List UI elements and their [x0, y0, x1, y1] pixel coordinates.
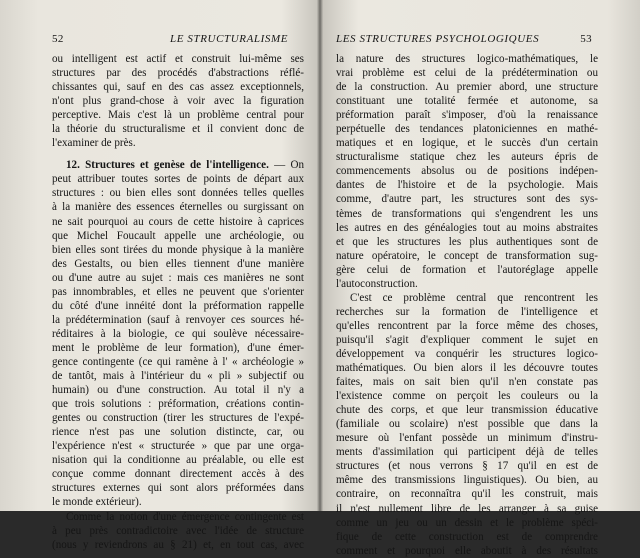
text-line: de la construction. Au premier abord, une structure [336, 81, 598, 94]
text-line: il n'est nullement libre de les arranger à sa guise [336, 502, 598, 515]
left-page [0, 0, 320, 551]
text-line: structures par des procédés d'abstractions réflé- [52, 67, 304, 80]
text-line: du côté d'une innéité dont la préformation rappelle [52, 299, 304, 312]
left-paragraph-3 [52, 510, 304, 552]
text-line: structures : ou bien elles sont données telles quelles [52, 187, 304, 200]
right-page-text [336, 52, 598, 558]
text-line: gence contingente (ce qui ramène à l' « archéologie » [52, 355, 304, 368]
right-page [320, 0, 640, 557]
text-line: même des transmissions linguistiques). Ou bien, au [336, 474, 598, 487]
text-line: structuralisme statique chez les auteurs épris de [336, 151, 598, 164]
text-line: pas innombrables, et elles ne peuvent que s'orienter [52, 285, 304, 298]
text-line: chissantes qui, sauf en des cas assez exceptionnels, [52, 81, 304, 94]
text-line: puisqu'il s'agit d'expliquer comment le sujet en [336, 333, 598, 346]
text-line: de tantôt, mais à l'intérieur du « pli » subjectif ou [52, 370, 304, 383]
text-line: le monde extérieur). [52, 496, 142, 509]
text-line: tèmes de transformations qui s'engendrent les uns [336, 207, 598, 220]
text-line: chute des corps, et que leur transmission éducative [336, 404, 598, 417]
text-line: la prédétermination (sauf à renvoyer ces sources hé- [52, 313, 304, 326]
section-heading-line [52, 158, 304, 172]
text-line: constituant une totalité fermée et autonome, sa [336, 95, 598, 108]
text-line: nisation qui la conditionne au préalable, ou elle est [52, 454, 304, 467]
text-line: C'est ce problème central que rencontrent les [350, 291, 598, 304]
text-line: l'examiner de près. [52, 137, 136, 150]
text-line: recherches sur la formation de l'intelligence et [336, 305, 598, 318]
left-paragraph-1 [52, 52, 304, 150]
text-line: gentes ou construction (tirer les structures de l'expé- [52, 412, 304, 425]
text-line: l'autoconstruction. [336, 277, 418, 290]
text-line: mesure où l'enfant possède un minimum d'instru- [336, 432, 598, 445]
text-line: matiques et en logique, et le succès d'un certain [336, 137, 598, 150]
right-paragraph-2 [336, 291, 598, 558]
right-paragraph-1 [336, 52, 598, 291]
text-line: gère celui de formation et l'autoréglage appelle [336, 263, 598, 276]
text-line: développement va conquérir les structures logico- [336, 347, 598, 360]
text-line: structures (et nous verrons § 17 qu'il en est de [336, 460, 598, 473]
text-line: réditaires à la biologie, ce qui soulève nécessaire- [52, 327, 304, 340]
text-line: des Gestalts, ou bien elles tiennent d'une manière [52, 257, 304, 270]
text-line: mathématiques. Ou bien alors il les découvre toutes [336, 362, 598, 375]
text-line: l'expérience n'est « structurée » que par une orga- [52, 440, 304, 453]
text-line: la théorie du structuralisme et il convient donc de [52, 123, 304, 136]
text-line: conçue comme donnant directement accès à des [52, 468, 304, 481]
section-heading-rest: — On [268, 159, 304, 172]
text-line: bien elles sont tirées du monde physique à la manière [52, 243, 304, 256]
text-line: ou d'une autre au sujet : mais ces manières ne sont [52, 271, 304, 284]
text-line: contraire, on reconnaîtra qu'il les construit, mais [336, 488, 598, 501]
left-running-head: LE STRUCTURALISME [170, 33, 289, 45]
right-page-header [336, 33, 592, 49]
text-line: humain) ou d'une construction. Au total il n'y a [52, 384, 304, 397]
text-line: n'ont plus grand-chose à voir avec la figuration [52, 95, 304, 108]
text-line: comment et pourquoi elle aboutit à des résultats [336, 544, 598, 557]
text-line: fique de cette construction est de comprendre [336, 530, 598, 543]
text-line: la nature des structures logico-mathématiques, le [336, 53, 598, 65]
text-line: à la manière des essences éternelles ou surgissant on [52, 201, 304, 214]
text-line: rience n'est pas une solution distincte, car, ou [52, 426, 304, 439]
text-line: perceptive. Mais c'est là un problème central pour [52, 109, 304, 122]
text-line: (nous y reviendrons au § 21) et, en tout cas, avec [52, 538, 304, 551]
left-paragraph-2 [52, 172, 304, 509]
text-line: que trois solutions : préformation, créations contin- [52, 398, 304, 411]
right-running-head: LES STRUCTURES PSYCHOLOGIQUES [336, 33, 540, 45]
text-line: dantes de l'histoire et de la psychologie. Mais [336, 179, 598, 192]
text-line: les autres en des généalogies tout au moins abstraites [336, 221, 598, 234]
text-line: faites, mais on sait bien qu'il n'en constate pas [336, 376, 598, 389]
text-line: et que les structures les plus authentiques sont de [336, 235, 598, 248]
text-line: ne sait pourquoi au cours de cette histoire à caprices [52, 215, 304, 228]
text-line: ou intelligent est actif et construit lui-même ses [52, 53, 304, 65]
text-line: structures externes qui sont alors préformées dans [52, 482, 304, 495]
text-line: comme, d'autre part, les structures sont des sys- [336, 193, 598, 206]
text-line: l'existence comme on perçoit les couleurs ou la [336, 390, 598, 403]
text-line: comme un jeu ou un dessin et le problème spéci- [336, 516, 598, 529]
left-page-number: 52 [52, 33, 64, 45]
left-page-header [52, 33, 302, 49]
text-line: perpétuelle des tendances platoniciennes en mathé- [336, 123, 598, 136]
text-line: à peu près contradictoire avec l'idée de structure [52, 524, 304, 537]
text-line: (familiale ou scolaire) n'est possible que dans la [336, 418, 598, 431]
text-line: préformation paraît s'imposer, d'où la renaissance [336, 109, 598, 122]
left-page-text [52, 52, 304, 552]
text-line: ments d'assimilation qui participent déjà de telles [336, 446, 598, 459]
text-line: Comme la notion d'une émergence contingente est [66, 510, 304, 523]
text-line: ment le problème de leur formation), d'une émer- [52, 341, 304, 354]
text-line: qu'elles rencontrent par la force même des choses, [336, 319, 598, 332]
section-title: 12. Structures et genèse de l'intelligence. [66, 159, 269, 172]
text-line: que Michel Foucault appelle une archéologie, ou [52, 229, 304, 242]
text-line: vrai problème est celui de la prédétermination ou [336, 67, 598, 80]
right-page-number: 53 [580, 33, 592, 45]
text-line: peut attribuer toutes sortes de points de départ aux [52, 173, 304, 186]
text-line: nature opératoire, le concept de transformation sug- [336, 249, 598, 262]
text-line: commencements absolus ou de positions indépen- [336, 165, 598, 178]
